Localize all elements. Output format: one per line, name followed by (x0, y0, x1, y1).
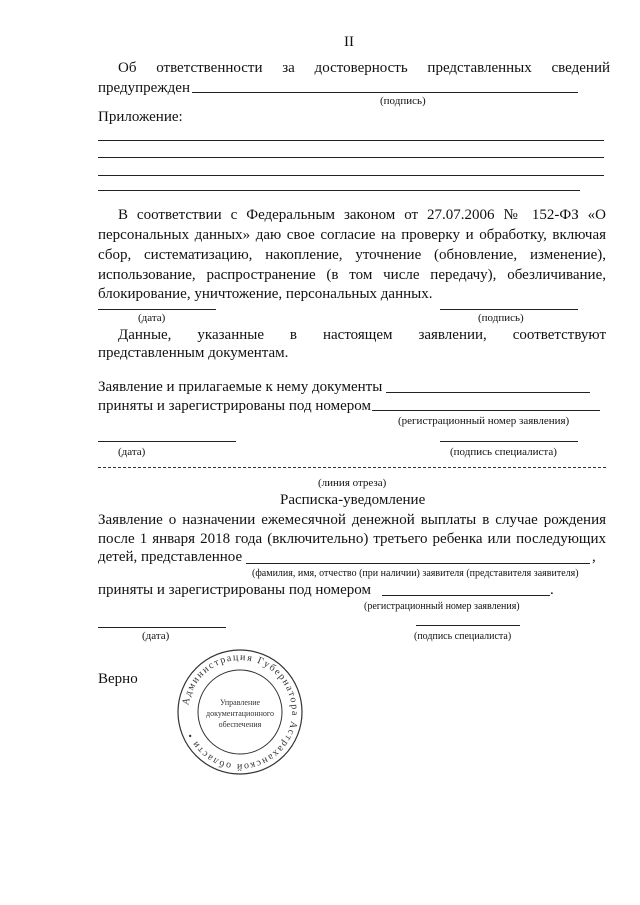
attachment-line (98, 140, 604, 141)
receipt-line-1: Заявление о назначении ежемесячной денежной выплаты в случае рождения (98, 512, 606, 528)
specialist-signature-line (416, 625, 520, 626)
attachment-label: Приложение: (98, 109, 183, 125)
signature-line (440, 309, 578, 310)
consent-line-2: персональных данных» даю свое согласие на проверку и обработку, включая (98, 227, 606, 243)
svg-text:документационного: документационного (206, 709, 274, 718)
attachment-line (98, 190, 580, 191)
cut-line (98, 467, 606, 468)
consent-line-3: сбор, систематизацию, накопление, уточнение (обновление, изменение), (98, 247, 606, 263)
registration-line-2: приняты и зарегистрированы под номером (98, 398, 371, 414)
attachment-line (98, 175, 604, 176)
consent-line-5: блокирование, уничтожение, персональных данных. (98, 286, 433, 302)
applicant-name-line (246, 563, 590, 564)
receipt-line-2: после 1 января 2018 года (включительно) третьего ребенка или последующих (98, 531, 606, 547)
svg-text:обеспечения: обеспечения (218, 720, 262, 729)
date-line (98, 627, 226, 628)
registration-number-line (382, 595, 550, 596)
blank-line (386, 392, 590, 393)
receipt-line-4: приняты и зарегистрированы под номером (98, 582, 371, 598)
svg-text:Администрация Губернатора Астр: Администрация Губернатора Астраханской области • (180, 651, 301, 773)
responsibility-line-1: Об ответственности за достоверность представленных сведений (118, 60, 610, 76)
date-line (98, 441, 236, 442)
date-caption: (дата) (118, 446, 146, 458)
receipt-title: Расписка-уведомление (280, 492, 426, 508)
registration-line-1: Заявление и прилагаемые к нему документы (98, 379, 383, 395)
verified-label: Верно (98, 671, 138, 687)
specialist-caption: (подпись специалиста) (414, 631, 512, 642)
signature-caption: (подпись) (478, 312, 524, 324)
registration-number-line (372, 410, 600, 411)
period: . (550, 582, 554, 598)
applicant-caption: (фамилия, имя, отчество (при наличии) заявителя (представителя заявителя) (252, 568, 579, 579)
official-stamp (172, 647, 308, 777)
data-match-line-2: представленным документам. (98, 345, 289, 361)
consent-line-1: В соответствии с Федеральным законом от 27.07.2006 № 152-ФЗ «О (118, 207, 606, 223)
reg-number-caption: (регистрационный номер заявления) (398, 415, 570, 427)
specialist-caption: (подпись специалиста) (450, 446, 557, 458)
date-caption: (дата) (138, 312, 166, 324)
svg-text:Управление: Управление (219, 698, 261, 707)
signature-line (192, 92, 578, 93)
page-number: II (344, 34, 354, 50)
receipt-line-3: детей, представленное (98, 549, 243, 565)
cut-line-caption: (линия отреза) (318, 477, 387, 489)
data-match-line-1: Данные, указанные в настоящем заявлении, соответствуют (118, 327, 606, 343)
comma: , (592, 549, 596, 565)
consent-line-4: использование, распространение (в том числе передачу), обезличивание, (98, 267, 606, 283)
date-caption: (дата) (142, 630, 170, 642)
specialist-signature-line (440, 441, 578, 442)
signature-caption: (подпись) (380, 95, 426, 107)
responsibility-line-2: предупрежден (98, 80, 190, 96)
attachment-line (98, 157, 604, 158)
reg-number-caption: (регистрационный номер заявления) (364, 601, 520, 612)
date-line (98, 309, 216, 310)
